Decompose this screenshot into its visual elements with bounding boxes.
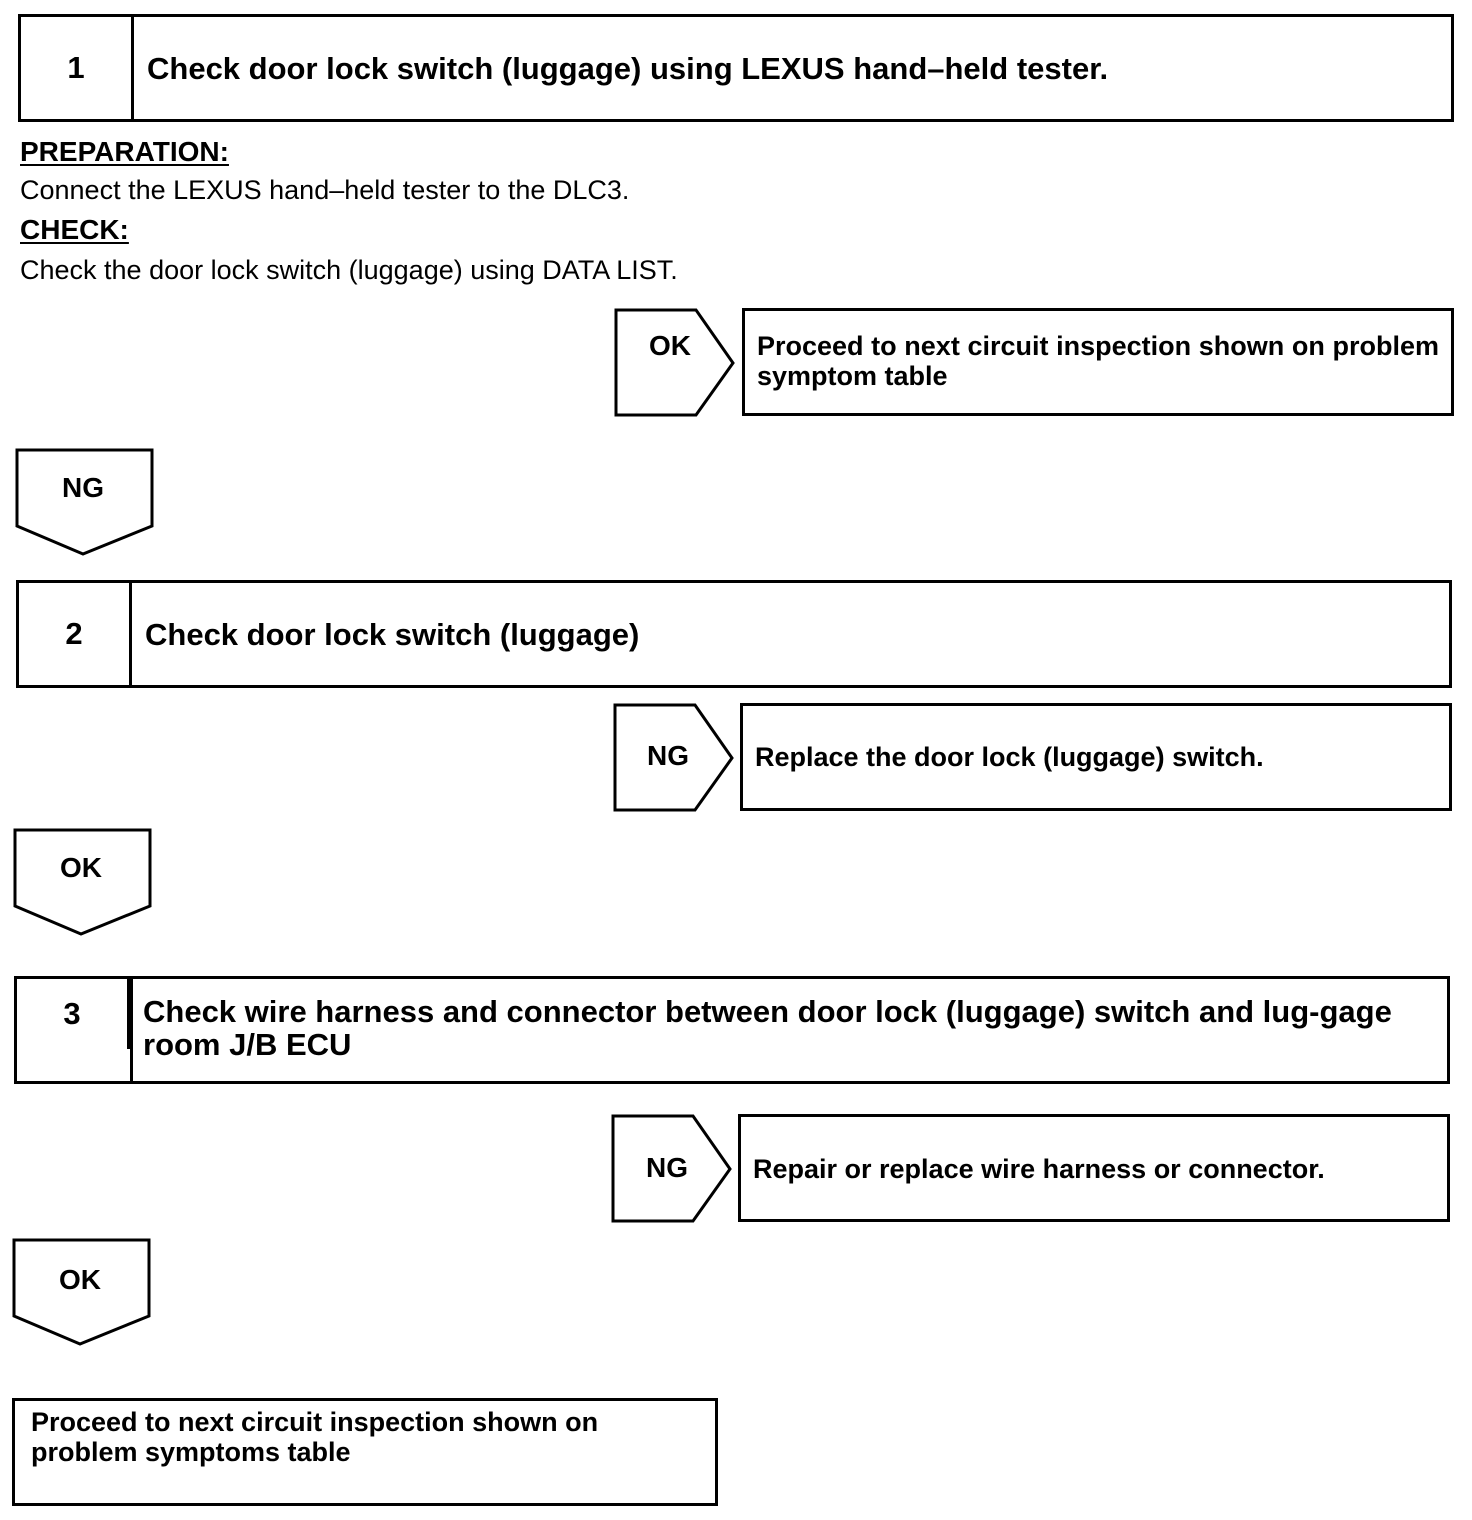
down-arrow-2-label: OK — [60, 852, 102, 883]
step-2-number: 2 — [19, 583, 132, 685]
branch-1-result-box — [742, 308, 1454, 416]
branch-3-result-box — [738, 1114, 1450, 1222]
step-1-title: Check door lock switch (luggage) using LEXUS hand–held tester. — [147, 50, 1109, 86]
final-box-text: Proceed to next circuit inspection shown on problem symptoms table — [31, 1407, 599, 1467]
branch-1-result: Proceed to next circuit inspection shown on problem symptom table — [757, 331, 1439, 391]
down-arrow-1-label: NG — [62, 472, 104, 503]
preparation-heading: PREPARATION: — [20, 136, 229, 167]
branch-1-label: OK — [649, 330, 691, 361]
step-1-number: 1 — [21, 17, 134, 119]
final-box — [12, 1398, 718, 1506]
step-2-box — [16, 580, 1452, 688]
preparation-text: Connect the LEXUS hand–held tester to the DLC3. — [20, 175, 630, 205]
step-3-box — [14, 976, 1450, 1084]
check-text: Check the door lock switch (luggage) using DATA LIST. — [20, 255, 678, 285]
step-3-title: Check wire harness and connector between door lock (luggage) switch and lug-gage room J/B ECU — [143, 994, 1392, 1062]
check-heading: CHECK: — [20, 214, 129, 245]
step-3-number: 3 — [17, 979, 130, 1049]
branch-3-result: Repair or replace wire harness or connector. — [753, 1154, 1325, 1184]
branch-2-result-box — [740, 703, 1452, 811]
branch-3-label: NG — [646, 1152, 688, 1183]
step-2-title: Check door lock switch (luggage) — [145, 616, 640, 652]
branch-2-label: NG — [647, 740, 689, 771]
down-arrow-3-label: OK — [59, 1264, 101, 1295]
branch-1-flag — [614, 308, 736, 418]
branch-2-result: Replace the door lock (luggage) switch. — [755, 742, 1264, 772]
step-1-box — [18, 14, 1454, 122]
